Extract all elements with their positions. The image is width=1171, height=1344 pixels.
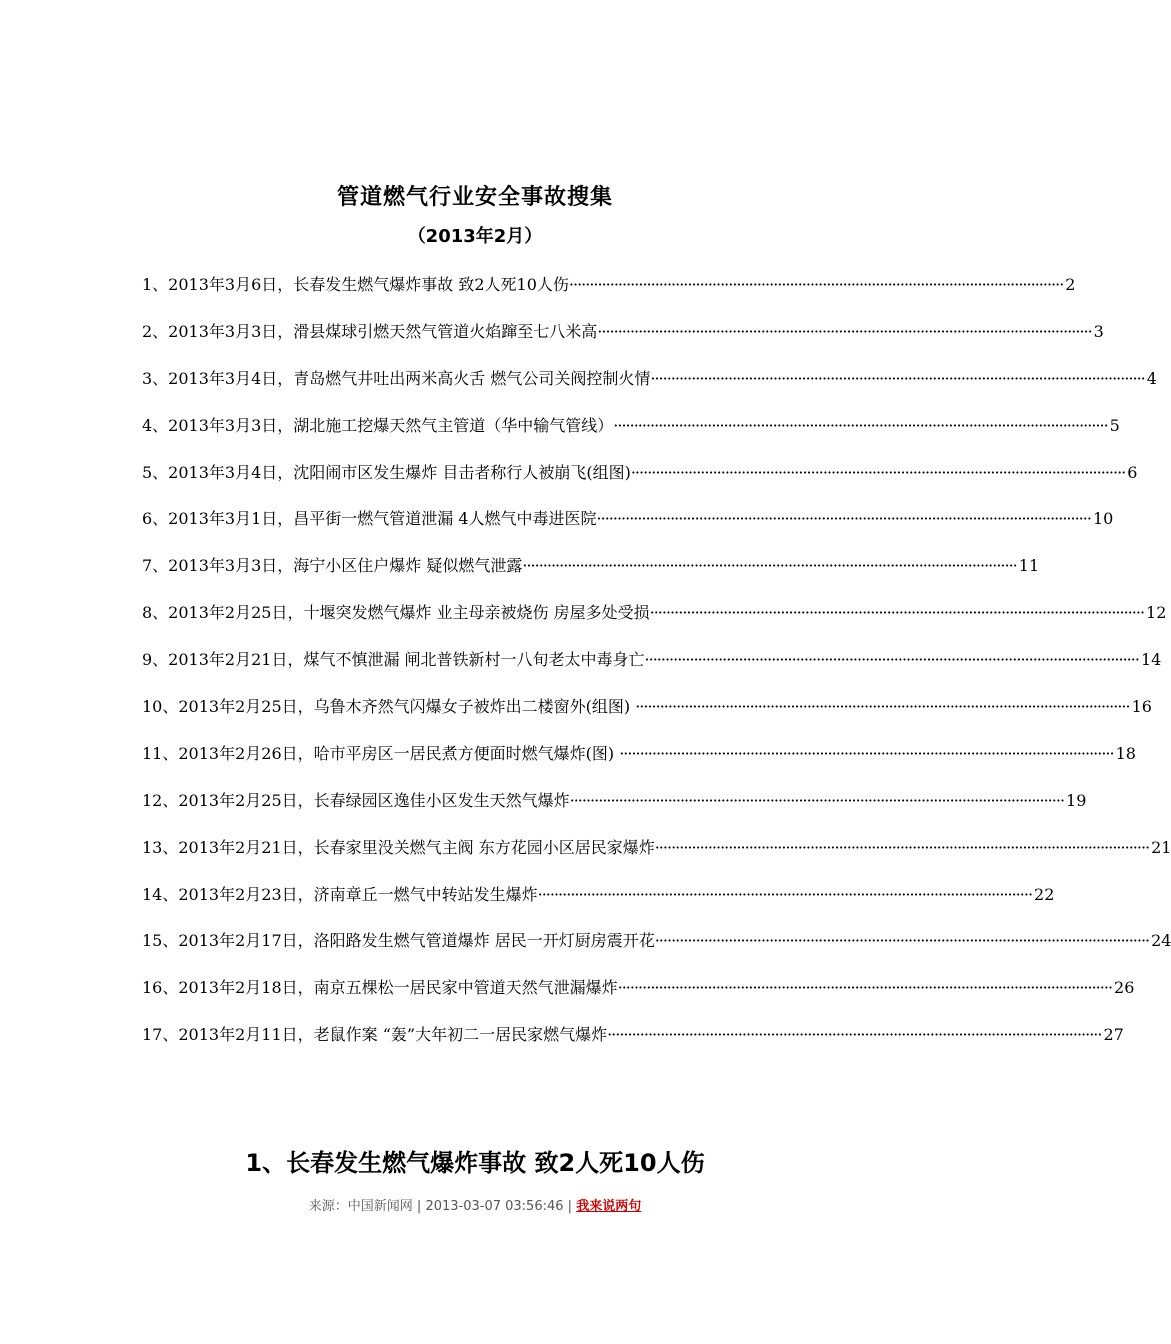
toc-item[interactable] (142, 649, 1162, 696)
toc-item-text: 1、2013年3月6日，长春发生燃气爆炸事故 致2人死10人伤 (142, 275, 569, 294)
toc-page-number: 11 (1018, 556, 1040, 576)
toc-page-number: 27 (1103, 1025, 1124, 1045)
toc-item[interactable] (142, 790, 1087, 837)
toc-page-number: 19 (1066, 790, 1087, 810)
toc-item[interactable] (142, 321, 1104, 368)
toc-page-number: 10 (1092, 509, 1114, 529)
toc-item-text: 16、2013年2月18日，南京五棵松一居民家中管道天然气泄漏爆炸 (142, 978, 618, 998)
meta-separator: | (412, 1199, 426, 1214)
toc-dot-leader (607, 1024, 1101, 1046)
toc-item-text: 11、2013年2月26日，哈市平房区一居民煮方便面时燃气爆炸(图) (142, 743, 620, 763)
toc-item-text: 17、2013年2月11日，老鼠作案 “轰”大年初二一居民家燃气爆炸 (142, 1025, 608, 1045)
document-subtitle: （2013年2月） (407, 226, 543, 247)
toc-item[interactable] (142, 415, 1120, 462)
article-source: 来源：中国新闻网 (308, 1199, 413, 1214)
toc-item[interactable] (142, 977, 1135, 1024)
toc-item[interactable] (142, 555, 1040, 602)
toc-item[interactable] (142, 462, 1138, 509)
toc-item-text: 7、2013年3月3日，海宁小区住户爆炸 疑似燃气泄露 (142, 556, 523, 576)
toc-page-number: 5 (1109, 415, 1120, 435)
comment-link[interactable]: 我来说两句 (576, 1199, 642, 1214)
toc-page-number: 16 (1131, 697, 1152, 717)
toc-dot-leader (655, 837, 1149, 859)
toc-page-number: 6 (1127, 462, 1138, 482)
article-datetime: 2013-03-07 03:56:46 (425, 1199, 564, 1214)
toc-item-text: 2、2013年3月3日，滑县煤球引燃天然气管道火焰蹿至七八米高 (142, 321, 598, 341)
toc-dot-leader (635, 696, 1129, 718)
toc-item-text: 9、2013年2月21日，煤气不慎泄漏 闸北普铁新村一八旬老太中毒身亡 (142, 650, 645, 670)
toc-page-number: 24 (1151, 931, 1171, 951)
toc-dot-leader (650, 602, 1144, 624)
toc-item[interactable] (142, 368, 1157, 415)
toc-item[interactable] (142, 930, 1171, 977)
toc-dot-leader (570, 790, 1064, 812)
toc-item[interactable] (142, 696, 1152, 743)
meta-separator: | (563, 1199, 577, 1214)
toc-page-number: 22 (1034, 884, 1055, 904)
toc-item-text: 12、2013年2月25日，长春绿园区逸佳小区发生天然气爆炸 (142, 790, 570, 810)
toc-dot-leader (597, 321, 1091, 343)
toc-dot-leader (569, 274, 1063, 296)
toc-dot-leader (597, 508, 1091, 530)
toc-item-text: 10、2013年2月25日，乌鲁木齐然气闪爆女子被炸出二楼窗外(组图) (142, 697, 636, 717)
toc-dot-leader (522, 555, 1016, 577)
toc-item[interactable] (142, 508, 1114, 555)
toc-dot-leader (631, 462, 1125, 484)
toc-item-text: 4、2013年3月3日，湖北施工挖爆天然气主管道（华中输气管线） (142, 415, 614, 435)
toc-dot-leader (645, 649, 1139, 671)
toc-dot-leader (650, 368, 1144, 390)
toc-item-text: 14、2013年2月23日，济南章丘一燃气中转站发生爆炸 (142, 884, 538, 904)
toc-page-number: 26 (1114, 978, 1135, 998)
toc-item-text: 6、2013年3月1日，昌平街一燃气管道泄漏 4人燃气中毒进医院 (142, 509, 597, 529)
toc-dot-leader (619, 743, 1113, 765)
toc-page-number: 14 (1140, 650, 1162, 670)
toc-item[interactable] (142, 1024, 1124, 1071)
toc-item[interactable] (142, 602, 1167, 649)
toc-page-number: 21 (1151, 837, 1171, 857)
toc-item-text: 3、2013年3月4日，青岛燃气井吐出两米高火舌 燃气公司关阀控制火情 (142, 368, 651, 388)
toc-page-number: 4 (1146, 368, 1157, 388)
toc-item[interactable] (142, 274, 1076, 321)
article-meta (0, 1195, 950, 1214)
toc-item-text: 5、2013年3月4日，沈阳闹市区发生爆炸 目击者称行人被崩飞(组图) (142, 462, 631, 482)
toc-item[interactable] (142, 884, 1055, 931)
toc-item[interactable] (142, 743, 1136, 790)
toc-item-text: 13、2013年2月21日，长春家里没关燃气主阀 东方花园小区居民家爆炸 (142, 837, 655, 857)
toc-dot-leader (618, 977, 1112, 999)
toc-page-number: 12 (1146, 603, 1167, 623)
toc-item-text: 8、2013年2月25日，十堰突发燃气爆炸 业主母亲被烧伤 房屋多处受损 (142, 603, 650, 623)
table-of-contents (142, 274, 1171, 1071)
toc-item[interactable] (142, 837, 1171, 884)
document-title: 管道燃气行业安全事故搜集 (336, 185, 613, 210)
toc-dot-leader (613, 415, 1107, 437)
toc-page-number: 18 (1115, 743, 1136, 763)
toc-dot-leader (655, 930, 1149, 952)
toc-page-number: 2 (1065, 275, 1076, 294)
article-title: 1、长春发生燃气爆炸事故 致2人死10人伤 (245, 1149, 705, 1177)
toc-dot-leader (538, 884, 1032, 906)
toc-item-text: 15、2013年2月17日，洛阳路发生燃气管道爆炸 居民一开灯厨房震开花 (142, 931, 655, 951)
toc-page-number: 3 (1093, 321, 1104, 341)
